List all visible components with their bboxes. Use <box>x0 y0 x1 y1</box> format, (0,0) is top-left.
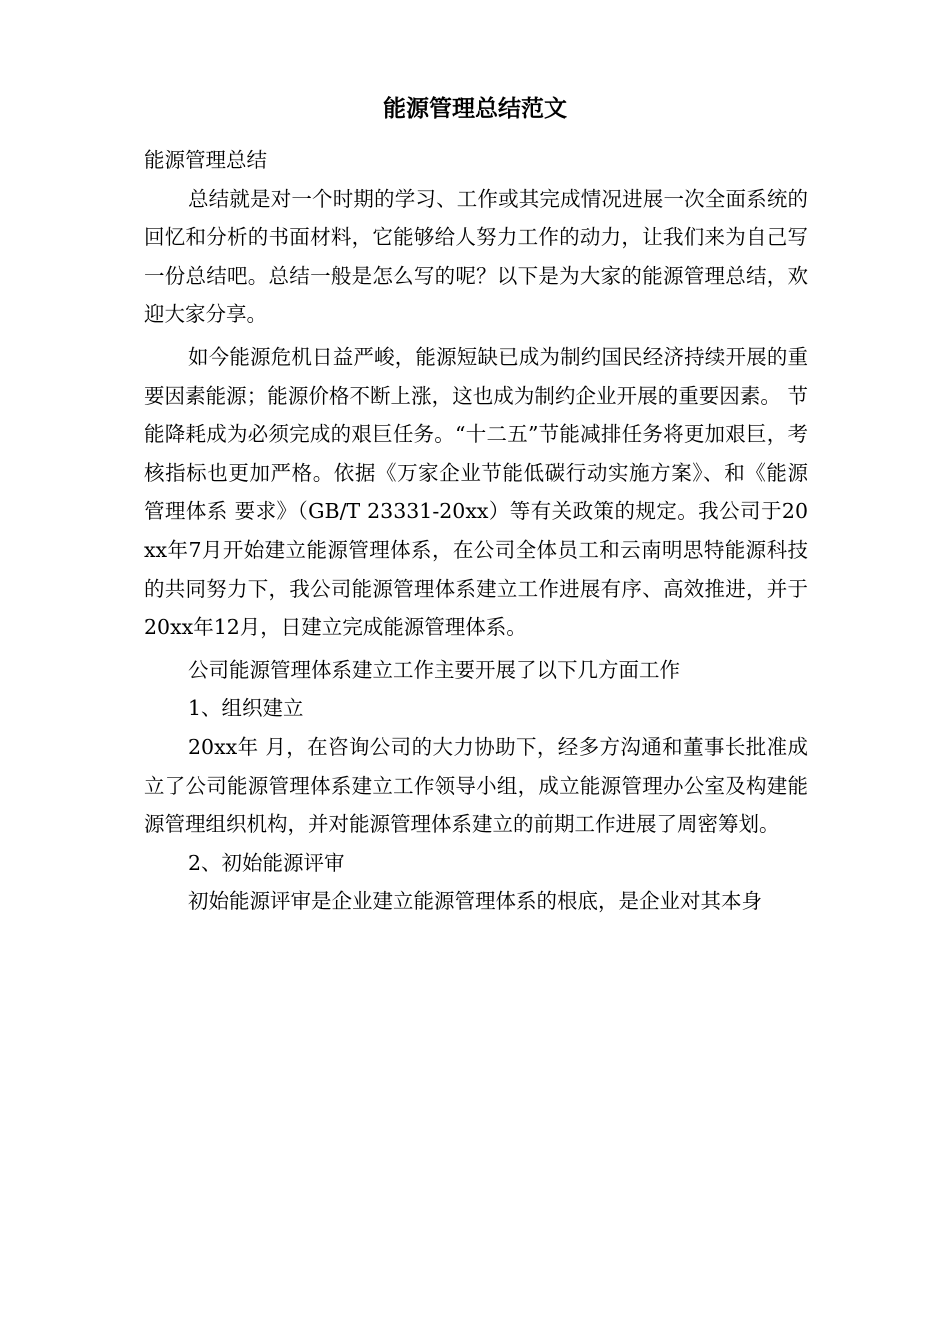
document-title: 能源管理总结范文 <box>383 96 567 122</box>
section-heading-organization: 1、组织建立 <box>188 696 304 721</box>
paragraph-background: 如今能源危机日益严峻，能源短缺已成为制约国民经济持续开展的重要因素能源；能源价格不断上涨，这也成为制约企业开展的重要因素。 节能降耗成为必须完成的艰巨任务。“十二五”节能减排任务将更加艰巨，考核指标也更加严格。依据《万家企业节能低碳行动实施方案》、和《能源管理体系 要求》（GB/T 23331-20xx）等有关政策的规定。我公司于20xx年7月开始建立能源管理体系，在公司全体员工和云南明思特能源科技的共同努力下，我公司能源管理体系建立工作进展有序、高效推进，并于20xx年12月，日建立完成能源管理体系。 <box>144 344 808 640</box>
section-heading-energy-review: 2、初始能源评审 <box>188 850 345 875</box>
paragraph-energy-review: 初始能源评审是企业建立能源管理体系的根底，是企业对其本身 <box>188 889 762 914</box>
document-subtitle: 能源管理总结 <box>144 148 267 172</box>
paragraph-work-overview: 公司能源管理体系建立工作主要开展了以下几方面工作 <box>188 657 680 682</box>
paragraph-organization: 20xx年 月，在咨询公司的大力协助下，经多方沟通和董事长批准成立了公司能源管理体系建立工作领导小组，成立能源管理办公室及构建能源管理组织机构，并对能源管理体系建立的前期工作进展了周密筹划。 <box>144 734 808 837</box>
paragraph-intro: 总结就是对一个时期的学习、工作或其完成情况进展一次全面系统的回忆和分析的书面材料，它能够给人努力工作的动力，让我们来为自己写一份总结吧。总结一般是怎么写的呢？以下是为大家的能源管理总结，欢迎大家分享。 <box>144 186 808 327</box>
document-body <box>144 141 808 921</box>
